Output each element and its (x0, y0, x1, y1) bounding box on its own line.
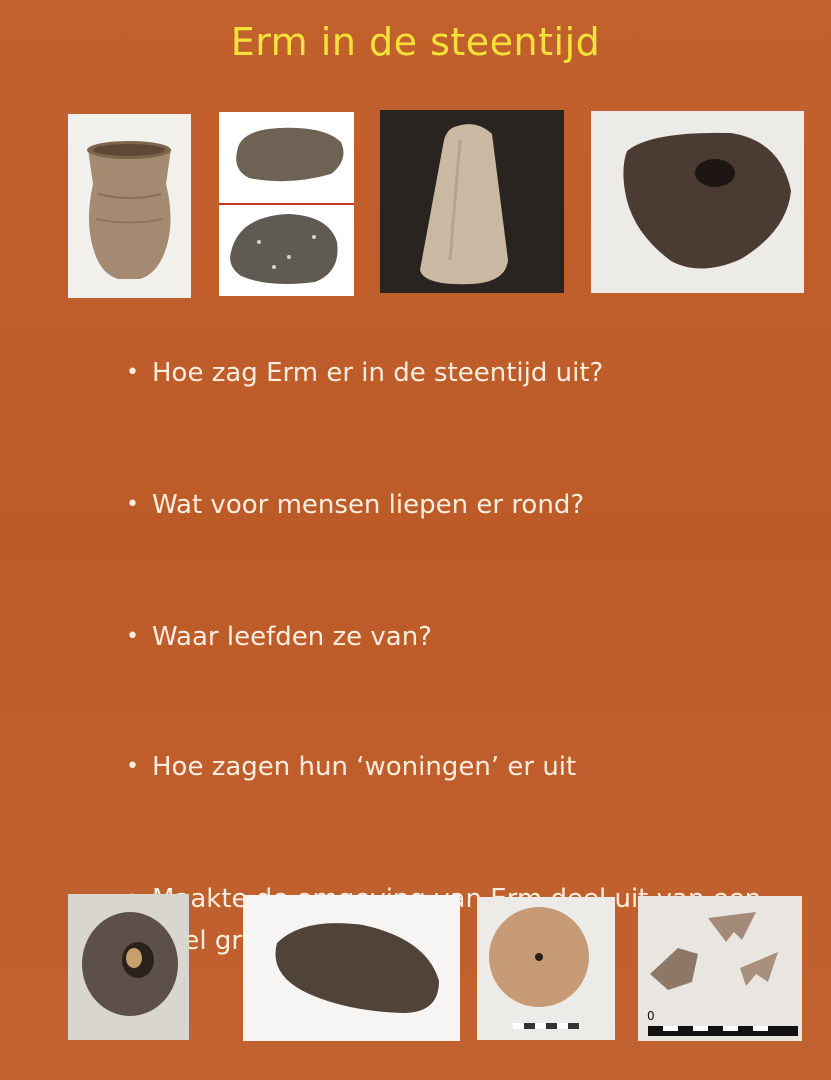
photo-beaker-pot (68, 114, 191, 298)
question-list (122, 352, 762, 914)
question-item: • Waar leefden ze van? (122, 616, 762, 658)
page-title: Erm in de steentijd (230, 20, 601, 64)
photo-polished-stone (243, 895, 460, 1041)
photo-arrowheads (638, 896, 802, 1041)
photo-perforated-stone (68, 894, 189, 1040)
photo-shaft-hole-axe (591, 111, 804, 293)
scale-label: 0 (647, 1009, 655, 1023)
question-item: • Hoe zag Erm er in de steentijd uit? (122, 352, 762, 394)
question-item: • Hoe zagen hun ‘woningen’ er uit (122, 746, 762, 788)
photo-stone-axes-pair (219, 112, 354, 296)
question-item: • Maakte uit (122, 878, 762, 962)
photo-spindle-whorl (477, 897, 615, 1040)
question-item: • Wat voor mensen liepen er rond? (122, 484, 762, 526)
photo-polished-axe (380, 110, 564, 293)
